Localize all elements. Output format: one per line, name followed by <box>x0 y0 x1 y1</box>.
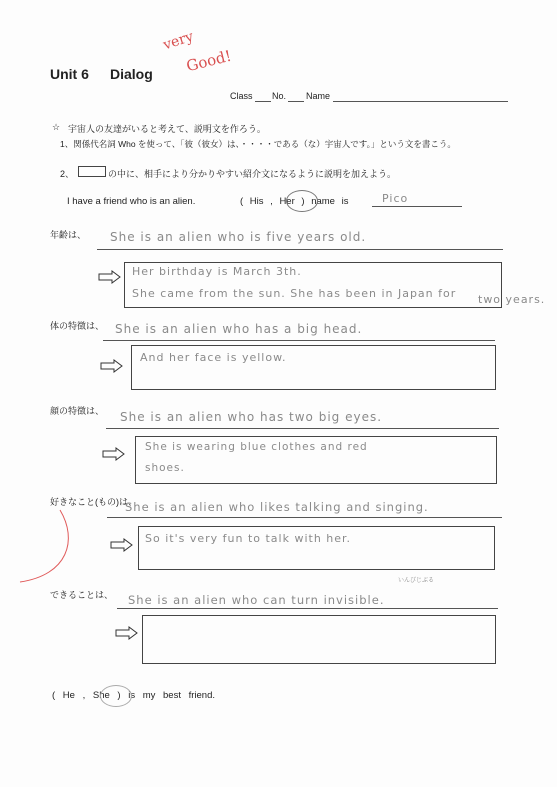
her-circle <box>286 190 318 212</box>
answer-line-likes <box>107 517 502 518</box>
red-pen-mark <box>0 500 80 590</box>
arrow-icon <box>98 270 122 284</box>
arrow-icon <box>102 447 126 461</box>
detail-face-line1: She is wearing blue clothes and red <box>145 441 368 453</box>
answer-line-face <box>106 428 499 429</box>
instruction-step1: 1、関係代名詞 Who を使って、「彼（彼女）は、・・・・である（な）宇宙人です。」という文を書こう。 <box>60 139 456 149</box>
detail-age-line2: She came from the sun. She has been in Japan for <box>132 287 457 300</box>
instruction-step2-pre: 2、 <box>60 169 75 179</box>
name-answer: Pico <box>382 192 409 205</box>
answer-age: She is an alien who is five years old. <box>110 230 367 244</box>
detail-likes-line1: So it's very fun to talk with her. <box>145 532 352 545</box>
name-field[interactable] <box>333 101 508 102</box>
star-mark: ☆ <box>52 122 61 132</box>
arrow-icon <box>110 538 134 552</box>
page-title: Dialog <box>110 66 153 82</box>
arrow-icon <box>115 626 139 640</box>
detail-body-line1: And her face is yellow. <box>140 351 287 364</box>
instruction-intro: 宇宙人の友達がいると考えて、説明文を作ろう。 <box>68 124 266 134</box>
no-label: No. <box>272 91 287 101</box>
answer-ability: She is an alien who can turn invisible. <box>128 593 385 607</box>
answer-line-ability <box>117 608 498 609</box>
detail-face-line2: shoes. <box>145 462 185 474</box>
section-label-age: 年齢は、 <box>50 230 87 240</box>
arrow-icon <box>100 359 124 373</box>
class-label: Class <box>230 91 253 101</box>
teacher-note-very: very <box>161 28 196 54</box>
instruction-step2-post: の中に、相手により分かりやすい紹介文になるように説明を加えよう。 <box>108 169 397 179</box>
pronoun-choice: ( His , Her ) name is <box>240 196 349 207</box>
section-label-body: 体の特徴は、 <box>50 321 105 331</box>
answer-body: She is an alien who has a big head. <box>115 322 363 336</box>
detail-age-line3: two years. <box>478 293 546 306</box>
name-answer-line <box>372 206 462 207</box>
detail-age-line1: Her birthday is March 3th. <box>132 265 302 278</box>
section-label-likes: 好きなこと(もの)は、 <box>50 497 137 507</box>
section-label-ability: できることは、 <box>50 590 114 600</box>
teacher-note-good: Good! <box>184 46 234 76</box>
no-field[interactable] <box>288 101 304 102</box>
box-symbol <box>78 166 106 177</box>
ruby-invisible: いんびじぶる <box>398 577 435 584</box>
detail-box-ability[interactable] <box>142 615 496 664</box>
unit-label: Unit 6 <box>50 66 89 82</box>
intro-sentence: I have a friend who is an alien. <box>67 196 196 207</box>
closing-sentence: ( He , She ) is my best friend. <box>52 690 216 701</box>
answer-face: She is an alien who has two big eyes. <box>120 410 383 424</box>
answer-line-body <box>103 340 495 341</box>
answer-likes: She is an alien who likes talking and singing. <box>125 500 429 514</box>
name-label: Name <box>306 91 331 101</box>
section-label-face: 顔の特徴は、 <box>50 406 105 416</box>
answer-line-age <box>97 249 503 250</box>
she-circle <box>100 685 132 707</box>
class-field[interactable] <box>255 101 271 102</box>
